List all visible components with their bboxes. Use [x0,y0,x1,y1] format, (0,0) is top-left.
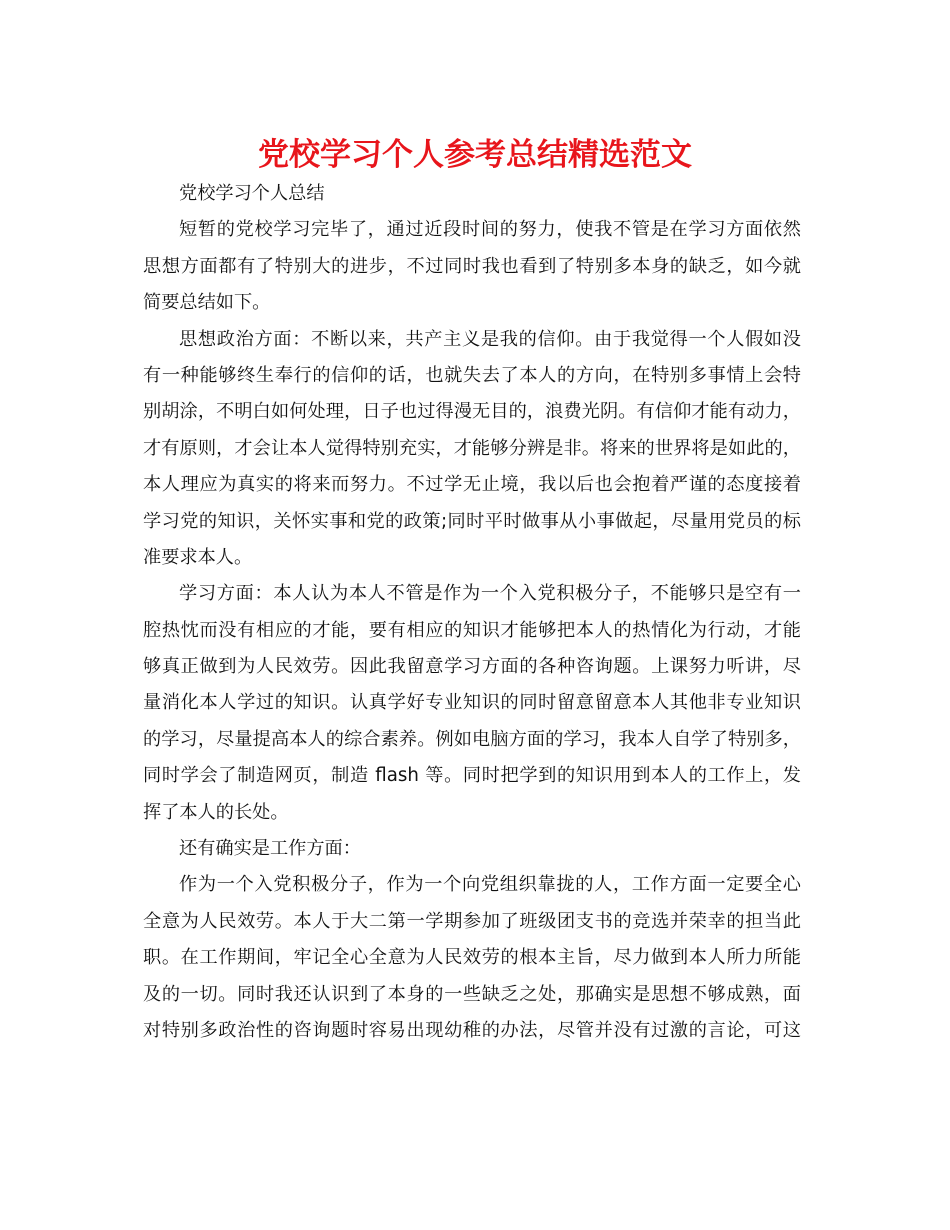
text-line: 腔热忱而没有相应的才能，要有相应的知识才能够把本人的热情化为行动，才能 [143,619,801,641]
document-body [143,176,801,1049]
text-line: 同时学会了制造网页，制造 flash 等。同时把学到的知识用到本人的工作上，发 [143,765,801,787]
text-line: 党校学习个人总结 [179,183,325,204]
document-title: 党校学习个人参考总结精选范文 [258,137,692,173]
text-line: 学习方面：本人认为本人不管是作为一个入党积极分子，不能够只是空有一 [179,583,801,605]
text-line: 够真正做到为人民效劳。因此我留意学习方面的各种咨询题。上课努力听讲，尽 [143,656,801,678]
text-line: 简要总结如下。 [143,292,271,314]
text-line: 作为一个入党积极分子，作为一个向党组织靠拢的人，工作方面一定要全心 [179,874,801,896]
text-line: 才有原则，才会让本人觉得特别充实，才能够分辨是非。将来的世界将是如此的， [143,437,801,459]
text-line: 的学习，尽量提高本人的综合素养。例如电脑方面的学习，我本人自学了特别多， [143,728,801,750]
text-line: 思想方面都有了特别大的进步，不过同时我也看到了特别多本身的缺乏，如今就 [143,255,801,277]
text-line: 短暂的党校学习完毕了，通过近段时间的努力，使我不管是在学习方面依然 [179,219,801,241]
text-line: 学习党的知识，关怀实事和党的政策;同时平时做事从小事做起，尽量用党员的标 [143,510,801,532]
text-line: 挥了本人的长处。 [143,801,289,823]
text-line: 对特别多政治性的咨询题时容易出现幼稚的办法，尽管并没有过激的言论，可这 [143,1019,801,1041]
text-line: 本人理应为真实的将来而努力。不过学无止境，我以后也会抱着严谨的态度接着 [143,474,801,496]
text-line: 及的一切。同时我还认识到了本身的一些缺乏之处，那确实是思想不够成熟，面 [143,983,801,1005]
text-line: 职。在工作期间，牢记全心全意为人民效劳的根本主旨，尽力做到本人所力所能 [143,947,801,969]
text-line: 别胡涂，不明白如何处理，日子也过得漫无目的，浪费光阴。有信仰才能有动力， [143,401,801,423]
text-line: 准要求本人。 [143,546,253,568]
text-line: 思想政治方面：不断以来，共产主义是我的信仰。由于我觉得一个人假如没 [179,328,801,350]
text-line: 有一种能够终生奉行的信仰的话，也就失去了本人的方向，在特别多事情上会特 [143,364,801,386]
text-line: 量消化本人学过的知识。认真学好专业知识的同时留意留意本人其他非专业知识 [143,692,801,714]
text-line: 还有确实是工作方面： [179,838,361,860]
text-line: 全意为人民效劳。本人于大二第一学期参加了班级团支书的竞选并荣幸的担当此 [143,910,801,932]
